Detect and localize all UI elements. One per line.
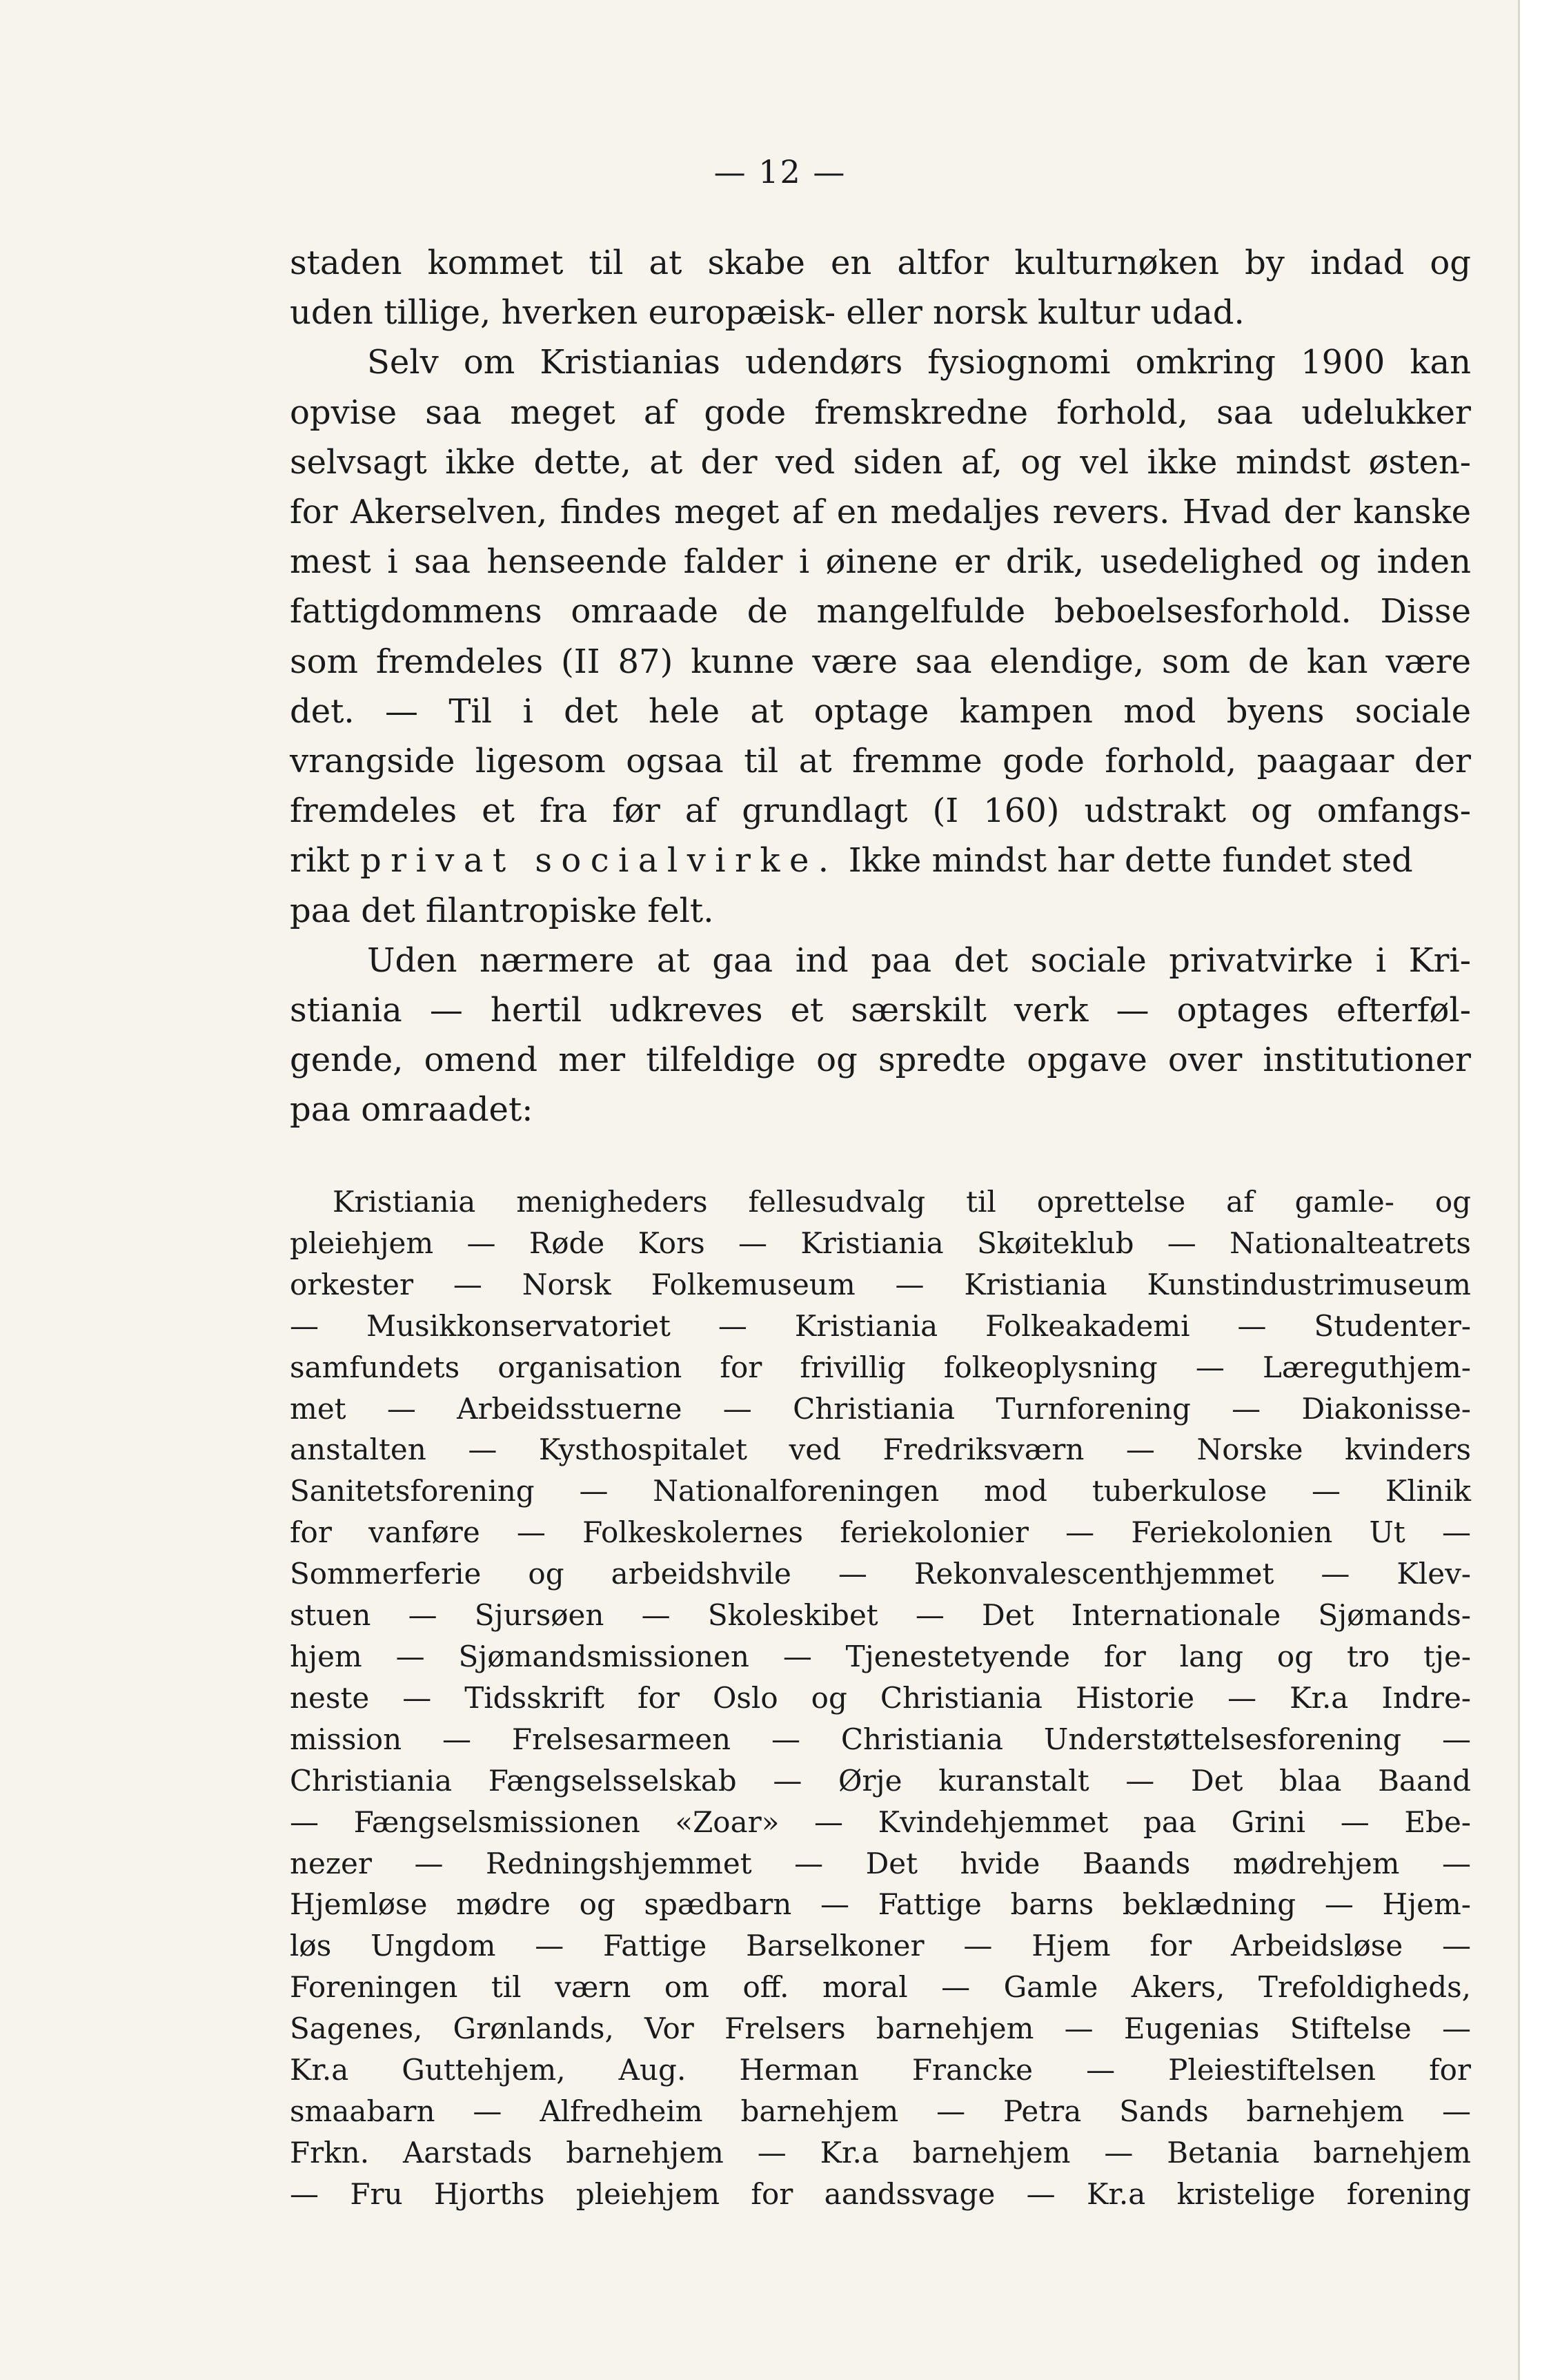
text-line: opvise saa meget af gode fremskredne forhold, saa udelukker — [290, 393, 1471, 432]
list-line: Sommerferie og arbeidshvile — Rekonvalescenthjemmet — Klev- — [290, 1557, 1471, 1591]
text-line: selvsagt ikke dette, at der ved siden af, og vel ikke mindst østen- — [290, 442, 1471, 482]
list-line: løs Ungdom — Fattige Barselkoner — Hjem for Arbeidsløse — — [290, 1929, 1471, 1963]
text-line: gende, omend mer tilfeldige og spredte opgave over institutioner — [290, 1041, 1471, 1080]
list-line: stuen — Sjursøen — Skoleskibet — Det Internationale Sjømands- — [290, 1598, 1471, 1633]
text-line: mest i saa henseende falder i øinene er drik, usedelighed og inden — [290, 542, 1471, 582]
list-line: Frkn. Aarstads barnehjem — Kr.a barnehjem — Betania barnehjem — [290, 2135, 1471, 2170]
text-line: som fremdeles (II 87) kunne være saa elendige, som de kan være — [290, 642, 1471, 681]
emphasized-term: privat socialvirke. — [359, 841, 838, 881]
list-line: Kristiania menigheders fellesudvalg til oprettelse af gamle- og — [333, 1185, 1471, 1219]
list-line: neste — Tidsskrift for Oslo og Christiania Historie — Kr.a Indre- — [290, 1680, 1471, 1715]
text-line — [290, 836, 1471, 885]
text-line: Selv om Kristianias udendørs fysiognomi omkring 1900 kan — [367, 343, 1471, 382]
list-line: samfundets organisation for frivillig folkeoplysning — Læreguthjem- — [290, 1350, 1471, 1384]
text-line: stiania — hertil udkreves et særskilt verk — optages efterføl- — [290, 991, 1471, 1030]
text-line: paa omraadet: — [290, 1090, 533, 1130]
list-line: Foreningen til værn om off. moral — Gamle Akers, Trefoldigheds, — [290, 1970, 1471, 2005]
text-line: vrangside ligesom ogsaa til at fremme gode forhold, paagaar der — [290, 742, 1471, 781]
text-line: uden tillige, hverken europæisk- eller norsk kultur udad. — [290, 293, 1245, 333]
body-text — [290, 238, 1471, 1135]
list-line: pleiehjem — Røde Kors — Kristiania Skøiteklub — Nationalteatrets — [290, 1226, 1471, 1260]
list-line: Sanitetsforening — Nationalforeningen mod tuberkulose — Klinik — [290, 1474, 1471, 1508]
text-line: fremdeles et fra før af grundlagt (I 160) udstrakt og omfangs- — [290, 791, 1471, 831]
list-line: — Fængselsmissionen «Zoar» — Kvindehjemmet paa Grini — Ebe- — [290, 1804, 1471, 1839]
list-line: met — Arbeidsstuerne — Christiania Turnforening — Diakonisse- — [290, 1391, 1471, 1426]
text-line: fattigdommens omraade de mangelfulde beboelsesforhold. Disse — [290, 592, 1471, 631]
institution-list — [290, 1181, 1471, 2215]
list-line: for vanføre — Folkeskolernes feriekolonier — Feriekolonien Ut — — [290, 1515, 1471, 1550]
list-line: Hjemløse mødre og spædbarn — Fattige barns beklædning — Hjem- — [290, 1887, 1471, 1922]
text-fragment: rikt — [290, 841, 350, 881]
list-line: Sagenes, Grønlands, Vor Frelsers barnehjem — Eugenias Stiftelse — — [290, 2012, 1471, 2046]
list-line: nezer — Redningshjemmet — Det hvide Baands mødrehjem — — [290, 1846, 1471, 1880]
list-line: mission — Frelsesarmeen — Christiania Understøttelsesforening — — [290, 1722, 1471, 1756]
list-line: orkester — Norsk Folkemuseum — Kristiania Kunstindustrimuseum — [290, 1267, 1471, 1301]
text-line: staden kommet til at skabe en altfor kulturnøken by indad og — [290, 244, 1471, 282]
page-number: — 12 — — [713, 153, 847, 190]
list-line: anstalten — Kysthospitalet ved Fredriksværn — Norske kvinders — [290, 1433, 1471, 1467]
list-line: — Fru Hjorths pleiehjem for aandssvage — Kr.a kristelige forening — [290, 2176, 1471, 2211]
text-line: det. — Til i det hele at optage kampen mod byens sociale — [290, 691, 1471, 731]
text-line: Uden nærmere at gaa ind paa det sociale privatvirke i Kri- — [367, 941, 1471, 980]
list-line: smaabarn — Alfredheim barnehjem — Petra Sands barnehjem — — [290, 2094, 1471, 2128]
list-line: — Musikkonservatoriet — Kristiania Folkeakademi — Studenter- — [290, 1308, 1471, 1343]
list-line: Christiania Fængselsselskab — Ørje kuranstalt — Det blaa Baand — [290, 1763, 1471, 1798]
text-fragment: Ikke mindst har dette fundet sted — [848, 841, 1413, 881]
text-line: for Akerselven, findes meget af en medaljes revers. Hvad der kanske — [290, 493, 1471, 532]
list-line: hjem — Sjømandsmissionen — Tjenestetyende for lang og tro tje- — [290, 1639, 1471, 1673]
text-line: paa det filantropiske felt. — [290, 891, 714, 930]
list-line: Kr.a Guttehjem, Aug. Herman Francke — Pleiestiftelsen for — [290, 2053, 1471, 2087]
